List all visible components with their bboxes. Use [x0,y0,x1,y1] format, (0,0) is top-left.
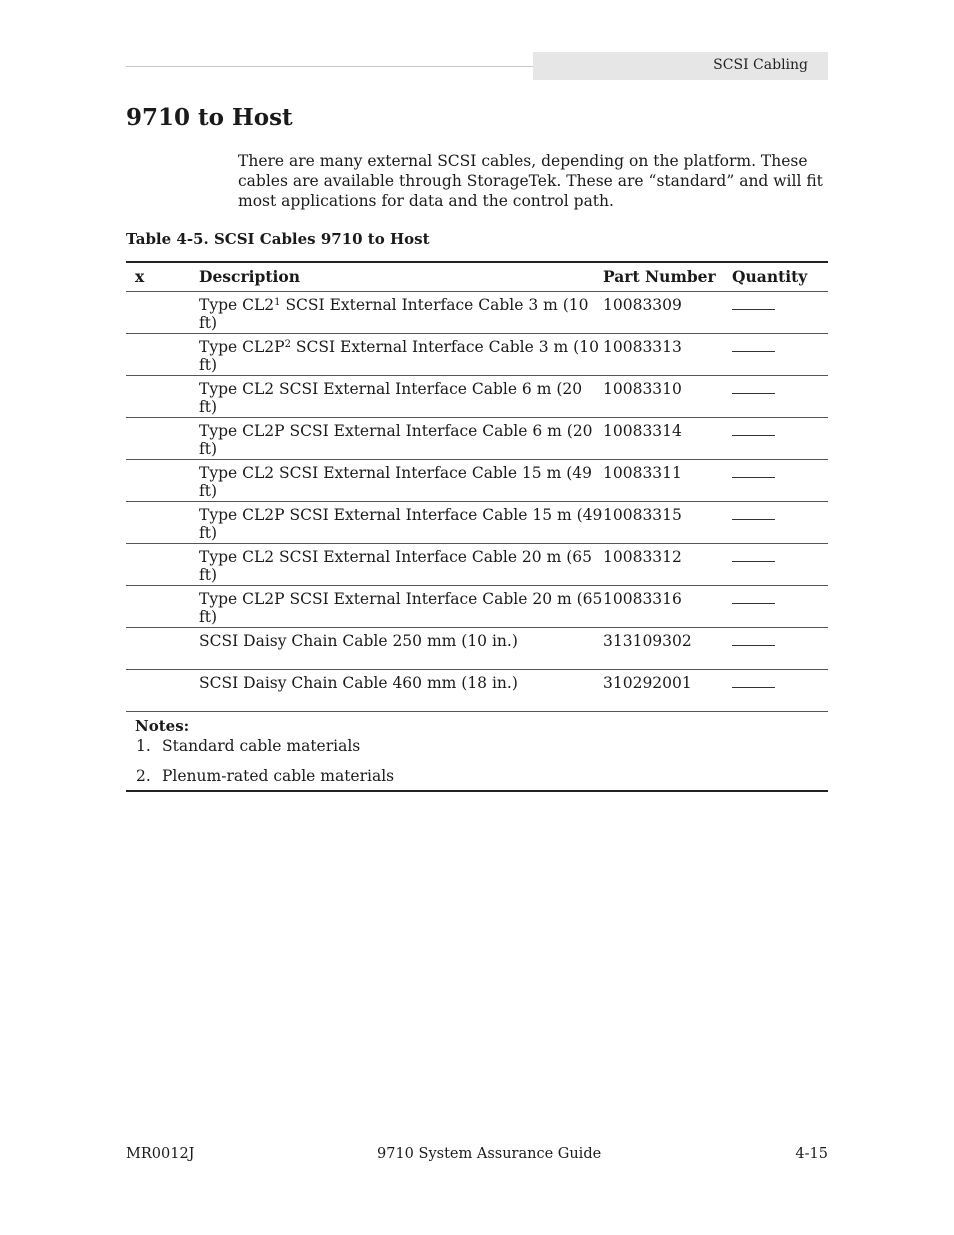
row-description [199,291,603,333]
row-checkbox-cell [126,417,199,459]
running-header [533,52,828,80]
row-quantity [732,501,828,543]
table-row [126,375,828,417]
row-quantity [732,417,828,459]
header-rule [126,66,534,67]
table-row [126,585,828,627]
row-checkbox-cell [126,375,199,417]
note-item [136,737,360,755]
row-checkbox-cell [126,501,199,543]
row-quantity [732,375,828,417]
table-row [126,627,828,669]
row-quantity [732,291,828,333]
row-quantity [732,333,828,375]
row-part-number: 10083314 [603,421,682,440]
row-part-number: 10083313 [603,337,682,356]
row-description [199,585,603,627]
footer-doc-title: 9710 System Assurance Guide [377,1146,602,1162]
description-text: Type CL2P SCSI External Interface Cable 20 m (65 ft) [199,589,603,626]
quantity-blank-line [732,590,775,604]
note-number: 2. [136,767,151,785]
quantity-blank-line [732,380,775,394]
row-part-number: 10083311 [603,463,682,482]
quantity-blank-line [732,632,775,646]
description-text: SCSI External Interface Cable 3 m (10 ft) [199,295,589,332]
description-text: Type CL2 SCSI External Interface Cable 6 m (20 ft) [199,379,583,416]
row-quantity [732,459,828,501]
description-text: SCSI Daisy Chain Cable 460 mm (18 in.) [199,673,518,692]
footnote-marker: 2 [284,338,291,350]
description-text: Type CL2P SCSI External Interface Cable 15 m (49 ft) [199,505,603,542]
description-text: Type CL2P SCSI External Interface Cable 6 m (20 ft) [199,421,593,458]
note-item [136,767,394,785]
row-checkbox-cell [126,459,199,501]
table-row [126,291,828,333]
quantity-blank-line [732,506,775,520]
quantity-blank-line [732,464,775,478]
row-quantity [732,543,828,585]
table-row [126,459,828,501]
table-notes [126,712,828,792]
row-description [199,375,603,417]
row-checkbox-cell [126,333,199,375]
row-part-number: 10083310 [603,379,682,398]
row-part-number: 10083312 [603,547,682,566]
section-name: SCSI Cabling [713,57,808,73]
row-checkbox-cell [126,291,199,333]
footer-doc-id: MR0012J [126,1146,195,1162]
description-text: Type CL2 SCSI External Interface Cable 20 m (65 ft) [199,547,592,584]
table-row [126,669,828,711]
row-description [199,333,603,375]
row-checkbox-cell [126,585,199,627]
row-part-number: 10083316 [603,589,682,608]
row-part-number: 313109302 [603,631,692,650]
col-header-quantity: Quantity [732,267,808,286]
row-part-number: 10083315 [603,505,682,524]
table-header-row [126,262,828,291]
note-number: 1. [136,737,151,755]
row-description [199,627,603,669]
footnote-marker: 1 [274,296,281,308]
quantity-blank-line [732,338,775,352]
row-description [199,501,603,543]
table-row [126,501,828,543]
col-header-part-number: Part Number [603,267,716,286]
table-caption: Table 4-5. SCSI Cables 9710 to Host [126,230,430,248]
quantity-blank-line [732,548,775,562]
row-checkbox-cell [126,669,199,711]
page-title: 9710 to Host [126,104,293,131]
table-row [126,543,828,585]
row-description [199,459,603,501]
col-header-x: x [135,267,145,286]
quantity-blank-line [732,296,775,310]
row-description [199,543,603,585]
row-description [199,669,603,711]
cable-table [126,261,828,712]
row-checkbox-cell [126,627,199,669]
row-part-number: 310292001 [603,673,692,692]
row-description [199,417,603,459]
col-header-description: Description [199,267,301,286]
description-text: Type CL2 SCSI External Interface Cable 15 m (49 ft) [199,463,592,500]
description-text: Type CL2P [199,337,285,356]
description-text: Type CL2 [199,295,275,314]
row-quantity [732,669,828,711]
quantity-blank-line [732,422,775,436]
table-row [126,333,828,375]
intro-paragraph: There are many external SCSI cables, depending on the platform. These cables are available through StorageTek. These are “standard” and will fit most applications for data and the control path. [238,152,823,210]
row-quantity [732,627,828,669]
row-checkbox-cell [126,543,199,585]
notes-title: Notes: [135,717,190,735]
quantity-blank-line [732,674,775,688]
footer-page-number: 4-15 [795,1146,828,1162]
table-row [126,417,828,459]
description-text: SCSI External Interface Cable 3 m (10 ft) [199,337,599,374]
note-text: Standard cable materials [162,737,361,755]
description-text: SCSI Daisy Chain Cable 250 mm (10 in.) [199,631,518,650]
row-quantity [732,585,828,627]
row-part-number: 10083309 [603,295,682,314]
note-text: Plenum-rated cable materials [162,767,395,785]
